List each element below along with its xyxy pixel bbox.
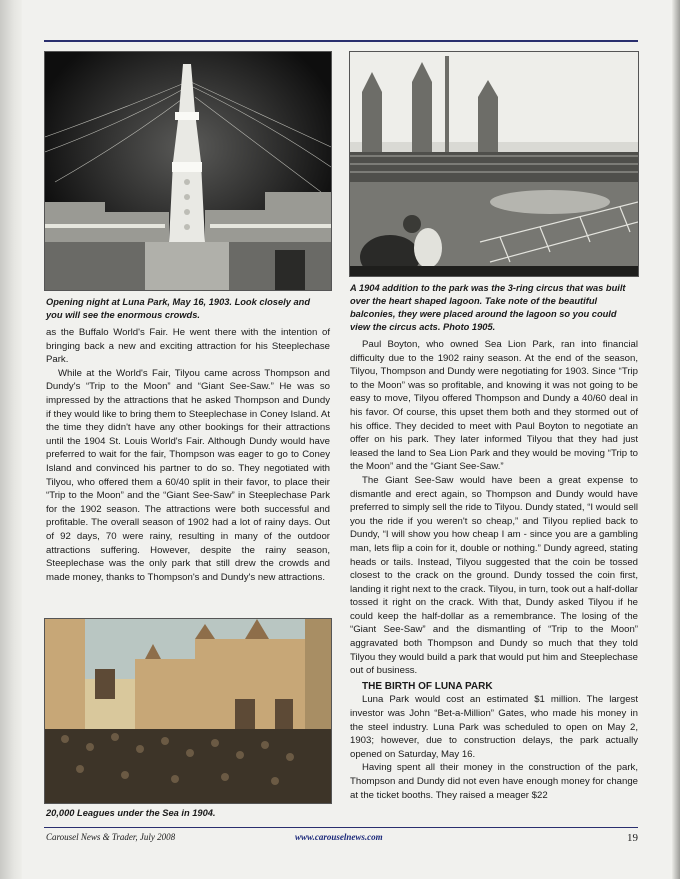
- paragraph: Having spent all their money in the construction of the park, Thompson and Dundy did not even have enough money for change at the ticket booths. They raised a meager $22: [350, 762, 638, 801]
- caption-20000-leagues: 20,000 Leagues under the Sea in 1904.: [46, 808, 216, 818]
- paragraph: While at the World's Fair, Tilyou came across Thompson and Dundy's “Trip to the Moon” and “Giant See-Saw.” He was so impressed by the attractions that he asked Thompson and Dundy if they would like to bring them to Steeplechase in Coney Island. At the time they didn't have any other bookings for their attractions until the 1904 St. Louis World's Fair. Although Dundy would have preferred to wait for the fair, Thompson was eager to go to Coney Island and convinced his partner to do so. They negotiated with Tilyou, who offered them a 60/40 split in their favor, to place their “Trip to the Moon” and the “Giant See-Saw” in Steeplechase Park for the 1902 season. The attractions were both successful and profitable. The overall season of 1902 had a lot of rainy days. Out of 92 days, 70 were rainy, resulting in many of the outdoor attractions suffering. However, despite the rainy season, Steeplechase was the only park that still drew the crowds and made money, thanks to Thompson's and Dundy's new attractions.: [46, 367, 330, 583]
- circus-lagoon-illustration: [350, 52, 638, 276]
- paragraph: as the Buffalo World's Fair. He went there with the intention of bringing back a new and exciting attraction for his Steeplechase Park.: [46, 327, 330, 366]
- paragraph: Paul Boyton, who owned Sea Lion Park, ran into financial difficulty due to the 1902 rainy season. At the end of the season, Tilyou, Thompson and Dundy were negotiating for 1903. Since “Trip to the Moon” was so profitable, and knowing it was not going to be easy to move, Tilyou offered Thompson and Dundy a 40/60 deal in his favor. Of course, this upset them both and they stormed out of his office. They decided to meet with Paul Boyton to negotiate an offer on his park. They later informed Tilyou that they had just leased the land to Sea Lion Park and they would be moving “Trip to the Moon” and the “Giant See-Saw.”: [350, 339, 638, 473]
- left-column-text: [46, 326, 330, 584]
- night-tower-illustration: [45, 52, 331, 290]
- page-number: 19: [627, 832, 638, 844]
- top-rule: [44, 40, 638, 42]
- paragraph: Luna Park would cost an estimated $1 million. The largest investor was John “Bet-a-Million” Gates, who made his money in the steel industry. Luna Park was scheduled to open on May 2, 1903; however, due to construction delays, the park actually opened on Saturday, May 16.: [350, 694, 638, 760]
- paragraph: The Giant See-Saw would have been a great expense to dismantle and erect again, so Thompson and Dundy would have preferred to simply sell the ride to Tilyou. Dundy stated, “I would sell you the ride if you weren't so cheap,” and Tilyou replied back to Dundy, “I will show you how cheap I am - since you are a gambling man, lets flip a coin for it, double or nothing.” Dundy agreed, stating heads or tails. Instead, Tilyou suggested that the coin be tossed closest to the crack on the ground. Dundy tossed the coin first, landing it right next to the crack. Tilyou, in turn, took out a half-dollar tossed it right on the crack. With that, Dundy asked Tilyou if he could keep the half-dollar as a remembrance. The losing of the “Giant See-Saw” and the dismantling of “Trip to the Moon” aggravated both Thompson and Dundy so much that they told Tilyou they would build a park that would put him and Steeplechase out of business.: [350, 474, 638, 677]
- website-link[interactable]: www.carouselnews.com: [295, 832, 383, 842]
- photo-opening-night: [44, 51, 332, 291]
- photo-circus-lagoon: [349, 51, 639, 277]
- footer-rule: [44, 827, 638, 828]
- page-binding-shadow: [0, 0, 22, 879]
- right-column-text: [350, 338, 638, 802]
- section-heading: THE BIRTH OF LUNA PARK: [362, 680, 493, 692]
- leagues-illustration: [45, 619, 331, 803]
- page-edge: [672, 0, 680, 879]
- photo-20000-leagues: [44, 618, 332, 804]
- publication-name: Carousel News & Trader, July 2008: [46, 832, 176, 842]
- caption-circus-lagoon: A 1904 addition to the park was the 3-ring circus that was built over the heart shaped lagoon. Take note of the beautiful balconies, they were placed around the lagoon so you could view the circus acts. Photo 1905.: [350, 283, 626, 332]
- caption-opening-night: Opening night at Luna Park, May 16, 1903. Look closely and you will see the enormous crowds.: [46, 297, 310, 320]
